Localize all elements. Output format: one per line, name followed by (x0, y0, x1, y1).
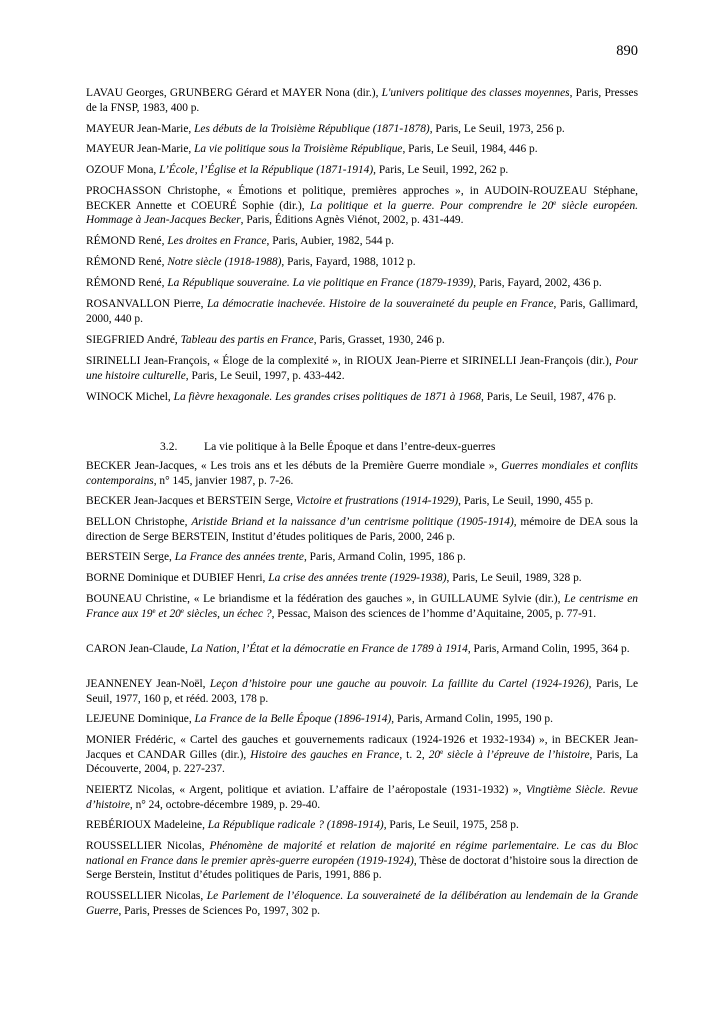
section-number: 3.2. (160, 440, 178, 453)
section-heading (160, 440, 495, 455)
bib-entry: BELLON Christophe, Aristide Briand et la naissance d’un centrisme politique (1905-1914), mémoire de DEA sous la direction de Serge BERSTEIN, Institut d’études politiques de Paris, 2000, 246 p. (86, 516, 638, 543)
bib-entry: JEANNENEY Jean-Noël, Leçon d’histoire pour une gauche au pouvoir. La faillite du Cartel (1924-1926), Paris, Le Seuil, 1977, 160 p, et rééd. 2003, 178 p. (86, 678, 638, 705)
bib-entry: RÉMOND René, Notre siècle (1918-1988), Paris, Fayard, 1988, 1012 p. (86, 256, 416, 268)
bib-entry: MONIER Frédéric, « Cartel des gauches et gouvernements radicaux (1924-1926 et 1932-1934) », in BECKER Jean-Jacques et CANDAR Gilles (dir.), Histoire des gauches en France, t. 2, 20e siècle à l’épreuve de l’histoire, Paris, La Découverte, 2004, p. 227-237. (86, 734, 639, 776)
bib-entry: PROCHASSON Christophe, « Émotions et politique, premières approches », in AUDOIN-ROUZEAU Stéphane, BECKER Annette et COEURÉ Sophie (dir.), La politique et la guerre. Pour comprendre le 20e siècle européen. Hommage à Jean-Jacques Becker, Paris, Éditions Agnès Viénot, 2002, p. 431-449. (86, 185, 638, 227)
bib-entry: MAYEUR Jean-Marie, Les débuts de la Troisième République (1871-1878), Paris, Le Seuil, 1973, 256 p. (86, 123, 565, 135)
bib-entry: BORNE Dominique et DUBIEF Henri, La crise des années trente (1929-1938), Paris, Le Seuil, 1989, 328 p. (86, 572, 582, 584)
bib-entry: BECKER Jean-Jacques, « Les trois ans et les débuts de la Première Guerre mondiale », Guerres mondiales et conflits contemporains, n° 145, janvier 1987, p. 7-26. (86, 460, 638, 487)
bib-entry: REBÉRIOUX Madeleine, La République radicale ? (1898-1914), Paris, Le Seuil, 1975, 258 p. (86, 819, 519, 831)
bib-entry: CARON Jean-Claude, La Nation, l’État et la démocratie en France de 1789 à 1914, Paris, Armand Colin, 1995, 364 p. (86, 643, 630, 655)
bib-entry: LAVAU Georges, GRUNBERG Gérard et MAYER Nona (dir.), L'univers politique des classes moyennes, Paris, Presses de la FNSP, 1983, 400 p. (86, 87, 638, 114)
page-number: 890 (616, 43, 638, 59)
bib-entry: OZOUF Mona, L’École, l’Église et la République (1871-1914), Paris, Le Seuil, 1992, 262 p. (86, 164, 509, 176)
bib-entry: BECKER Jean-Jacques et BERSTEIN Serge, Victoire et frustrations (1914-1929), Paris, Le Seuil, 1990, 455 p. (86, 495, 594, 507)
bib-entry: RÉMOND René, La République souveraine. La vie politique en France (1879-1939), Paris, Fayard, 2002, 436 p. (86, 277, 602, 289)
bib-entry: ROSANVALLON Pierre, La démocratie inachevée. Histoire de la souveraineté du peuple en France, Paris, Gallimard, 2000, 440 p. (86, 298, 638, 325)
bib-entry: RÉMOND René, Les droites en France, Paris, Aubier, 1982, 544 p. (86, 235, 394, 247)
bib-entry: BOUNEAU Christine, « Le briandisme et la fédération des gauches », in GUILLAUME Sylvie (dir.), Le centrisme en France aux 19e et 20e siècles, un échec ?, Pessac, Maison des sciences de l’homme d’Aquitaine, 2005, p. 77-91. (86, 593, 638, 620)
bib-entry: SIEGFRIED André, Tableau des partis en France, Paris, Grasset, 1930, 246 p. (86, 334, 445, 346)
bib-entry: WINOCK Michel, La fièvre hexagonale. Les grandes crises politiques de 1871 à 1968, Paris, Le Seuil, 1987, 476 p. (86, 391, 617, 403)
bib-entry: LEJEUNE Dominique, La France de la Belle Époque (1896-1914), Paris, Armand Colin, 1995, 190 p. (86, 713, 553, 725)
bib-entry: MAYEUR Jean-Marie, La vie politique sous la Troisième République, Paris, Le Seuil, 1984, 446 p. (86, 143, 538, 155)
bib-entry: SIRINELLI Jean-François, « Éloge de la complexité », in RIOUX Jean-Pierre et SIRINELLI Jean-François (dir.), Pour une histoire culturelle, Paris, Le Seuil, 1997, p. 433-442. (86, 355, 638, 382)
section-title: La vie politique à la Belle Époque et dans l’entre-deux-guerres (204, 440, 496, 453)
bib-entry: BERSTEIN Serge, La France des années trente, Paris, Armand Colin, 1995, 186 p. (86, 551, 466, 563)
bib-entry: ROUSSELLIER Nicolas, Le Parlement de l’éloquence. La souveraineté de la délibération au lendemain de la Grande Guerre, Paris, Presses de Sciences Po, 1997, 302 p. (86, 890, 638, 917)
bib-entry: NEIERTZ Nicolas, « Argent, politique et aviation. L’affaire de l’aéropostale (1931-1932) », Vingtième Siècle. Revue d’histoire, n° 24, octobre-décembre 1989, p. 29-40. (86, 784, 638, 811)
bib-entry: ROUSSELLIER Nicolas, Phénomène de majorité et relation de majorité en régime parlementaire. Le cas du Bloc national en France dans le premier après-guerre européen (1919-1924), Thèse de doctorat d’histoire sous la direction de Serge Berstein, Institut d’études politiques de Paris, 1991, 886 p. (86, 840, 638, 882)
